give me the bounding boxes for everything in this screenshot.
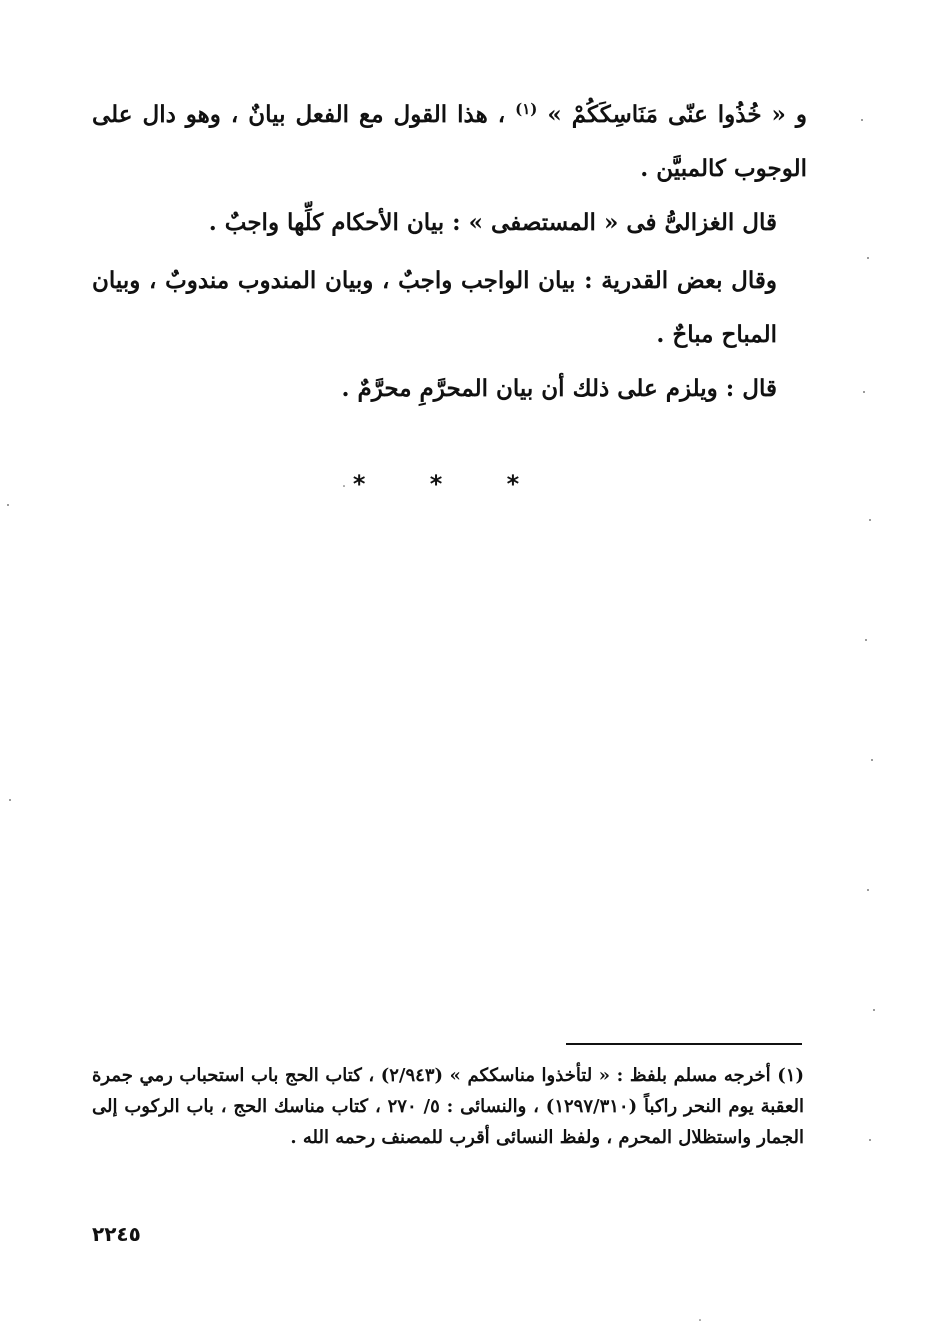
- footnote-1: (١) أخرجه مسلم بلفظ : « لتأخذوا مناسككم » (٢/٩٤٣) ، كتاب الحج باب استحباب رمي جمرة العقبة يوم النحر راكباً (١٢٩٧/٣١٠) ، والنسائى : ٥/ ٢٧٠ ، كتاب مناسك الحج ، باب الركوب إلى الجمار واستظلال المحرم ، ولفظ النسائى أقرب للمصنف رحمه الله .: [92, 1065, 804, 1148]
- footnote-reference[interactable]: (١): [515, 100, 538, 118]
- footnotes: [92, 1060, 804, 1153]
- paragraph-1-start: و « خُذُوا عنّى مَنَاسِكَكُمْ »: [537, 101, 807, 128]
- page-number: ٢٢٤٥: [92, 1222, 141, 1246]
- paragraph-1-end: ، هذا القول مع الفعل بيانٌ ، وهو دال على الوجوب كالمبيَّن .: [92, 101, 807, 182]
- main-text: [92, 88, 807, 416]
- section-separator: * * *: [352, 470, 548, 498]
- footnote-divider: [566, 1043, 802, 1045]
- paragraph-4: قال : ويلزم على ذلك أن بيان المحرَّمِ محرَّمٌ .: [341, 375, 777, 402]
- paragraph-3: وقال بعض القدرية : بيان الواجب واجبٌ ، وبيان المندوب مندوبٌ ، وبيان المباح مباحٌ .: [92, 267, 777, 348]
- paragraph-1: [92, 88, 807, 196]
- paragraph-2: قال الغزالىُّ فى « المستصفى » : بيان الأحكام كلِّها واجبٌ .: [208, 209, 777, 236]
